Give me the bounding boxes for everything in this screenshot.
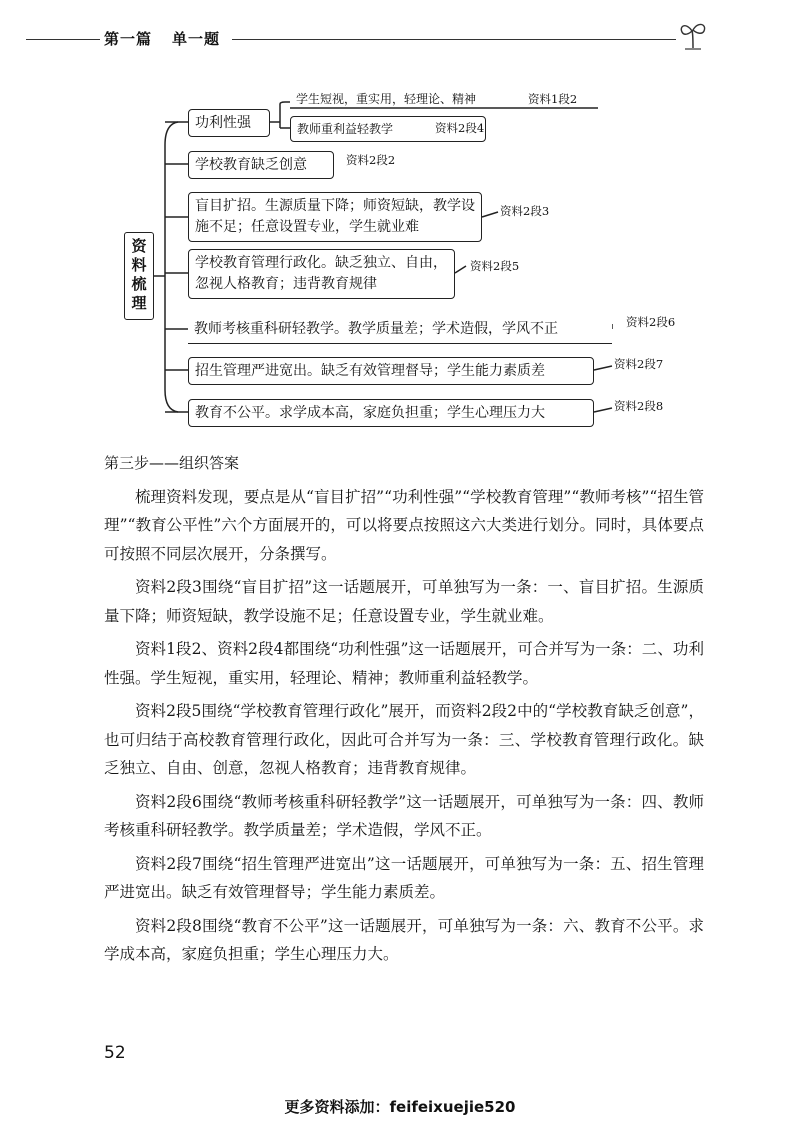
branch-inequality: 教育不公平。求学成本高，家庭负担重；学生心理压力大: [188, 399, 594, 427]
step-title: 第三步——组织答案: [104, 454, 240, 472]
source-label: 资料2段4: [435, 121, 485, 135]
branch-utilitarian-child-2: 教师重利益轻教学: [290, 116, 486, 142]
source-label: 资料2段3: [500, 204, 550, 218]
footer-note: 更多资料添加：feifeixuejie520: [284, 1098, 516, 1116]
branch-no-creativity: 学校教育缺乏创意: [188, 151, 334, 179]
source-label: 资料2段8: [614, 399, 664, 413]
branch-enrollment: 招生管理严进宽出。缺乏有效管理督导；学生能力素质差: [188, 357, 594, 385]
source-label: 资料2段2: [346, 153, 396, 167]
source-label: 资料2段6: [626, 315, 676, 329]
branch-blind-expansion: 盲目扩招。生源质量下降；师资短缺，教学设施不足；任意设置专业，学生就业难: [188, 192, 482, 242]
paragraph: 资料2段5围绕“学校教育管理行政化”展开，而资料2段2中的“学校教育缺乏创意”，也可归结于高校教育管理行政化，因此可合并写为一条：三、学校教育管理行政化。缺乏独立、自由、创意，忽视人格教育；违背教育规律。: [104, 702, 704, 777]
paragraph: 资料2段7围绕“招生管理严进宽出”这一话题展开，可单独写为一条：五、招生管理严进宽出。缺乏有效管理督导；学生能力素质差。: [104, 854, 704, 901]
source-label: 资料2段7: [614, 357, 664, 371]
branch-utilitarian: 功利性强: [188, 109, 270, 137]
source-label: 资料1段2: [528, 92, 578, 106]
mindmap: [0, 0, 800, 445]
paragraph: 资料2段6围绕“教师考核重科研轻教学”这一话题展开，可单独写为一条：四、教师考核重科研轻教学。教学质量差；学术造假，学风不正。: [104, 792, 704, 839]
paragraph: 资料1段2、资料2段4都围绕“功利性强”这一话题展开，可合并写为一条：二、功利性强。学生短视，重实用，轻理论、精神；教师重利益轻教学。: [104, 640, 704, 687]
branch-teacher-assessment: 教师考核重科研轻教学。教学质量差；学术造假，学风不正: [188, 316, 612, 344]
page-number: 52: [104, 1043, 126, 1063]
mindmap-root: 资料梳理: [124, 232, 154, 320]
paragraph: 梳理资料发现，要点是从“盲目扩招”“功利性强”“学校教育管理”“教师考核”“招生管理”“教育公平性”六个方面展开的，可以将要点按照这六大类进行划分。同时，具体要点可按照不同层次展开，分条撰写。: [104, 487, 704, 563]
paragraph: 资料2段8围绕“教育不公平”这一话题展开，可单独写为一条：六、教育不公平。求学成本高，家庭负担重；学生心理压力大。: [104, 916, 704, 963]
header-title: 单一题: [172, 30, 221, 48]
answer-section: [104, 449, 704, 969]
branch-administration: 学校教育管理行政化。缺乏独立、自由，忽视人格教育；违背教育规律: [188, 249, 455, 299]
source-label: 资料2段5: [470, 259, 520, 273]
header-section: 第一篇: [104, 30, 153, 48]
paragraph: 资料2段3围绕“盲目扩招”这一话题展开，可单独写为一条：一、盲目扩招。生源质量下降；师资短缺，教学设施不足；任意设置专业，学生就业难。: [104, 578, 704, 625]
branch-utilitarian-child-1: 学生短视，重实用，轻理论、精神: [296, 92, 477, 106]
